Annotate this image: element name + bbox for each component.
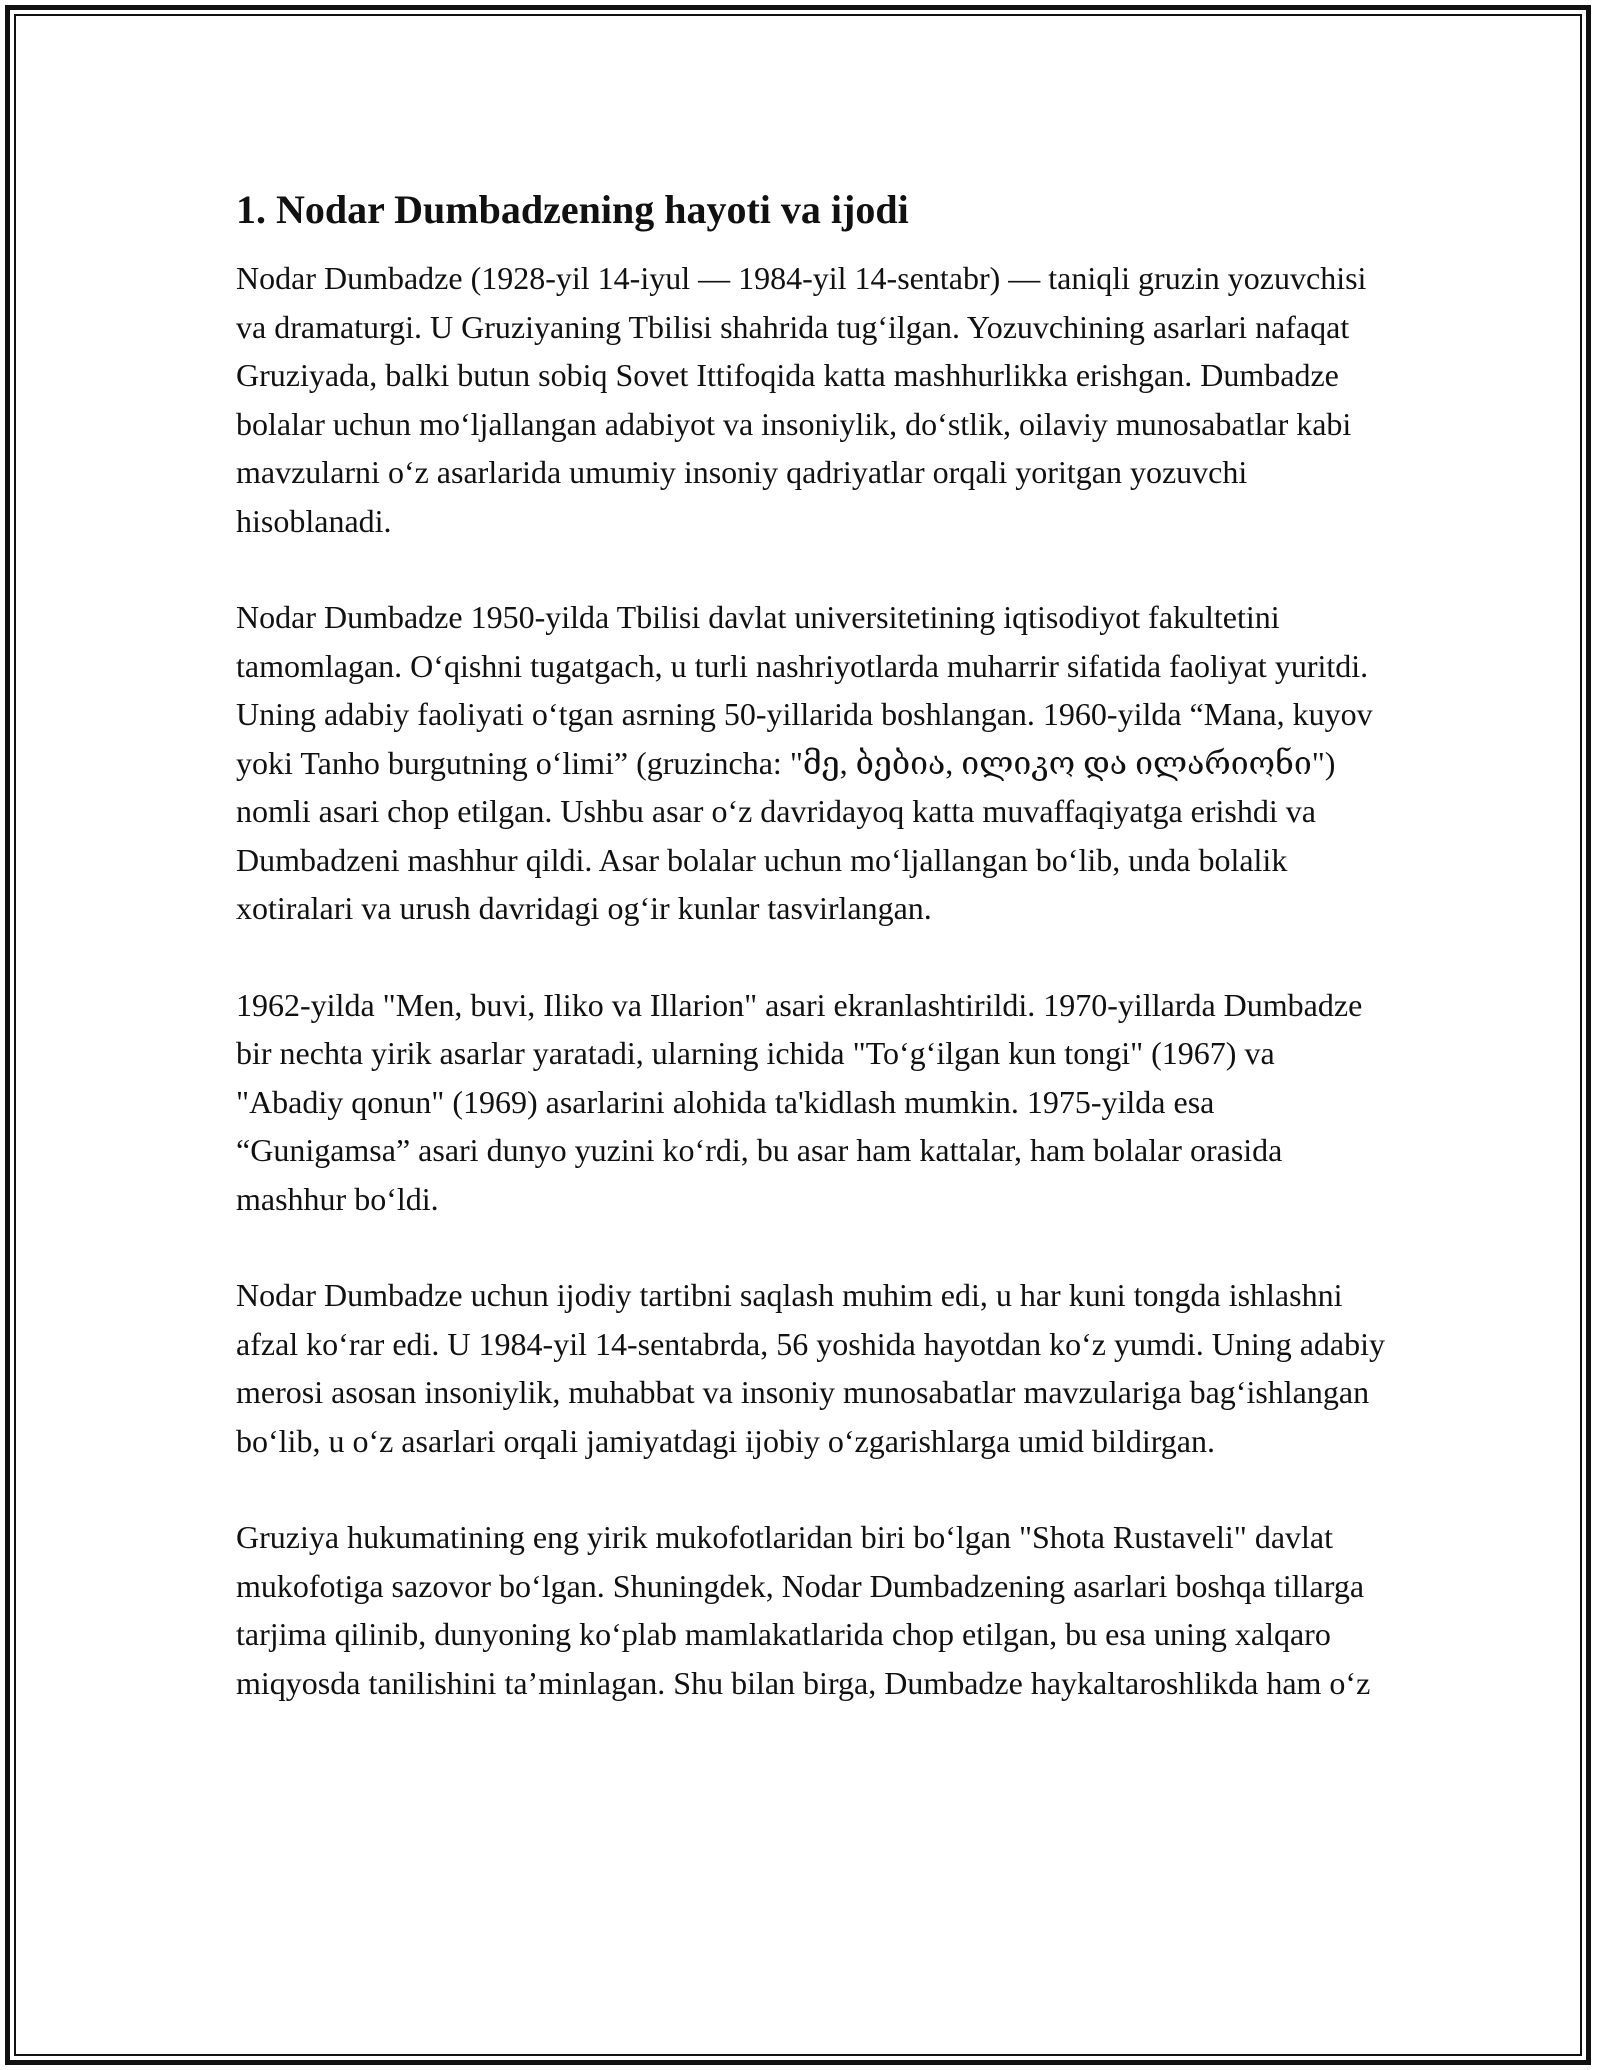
section-heading: 1. Nodar Dumbadzening hayoti va ijodi [236, 187, 909, 232]
paragraph-major-works: 1962-yilda "Men, buvi, Iliko va Illarion" asari ekranlashtirildi. 1970-yillarda Dumbadze bir nechta yirik asarlar yaratadi, ularning ichida "Toʻgʻilgan kun tongi" (1967) va "Abadiy qonun" (1969) asarlarini alohida ta'kidlash mumkin. 1975-yilda esa “Gunigamsa” asari dunyo yuzini koʻrdi, bu asar ham kattalar, ham bolalar orasida mashhur boʻldi. [236, 986, 1363, 1217]
document-body [236, 186, 1386, 1755]
paragraph-education-career: Nodar Dumbadze 1950-yilda Tbilisi davlat universitetining iqtisodiyot fakultetini tamomlagan. Oʻqishni tugatgach, u turli nashriyotlarda muharrir sifatida faoliyat yuritdi. Uning adabiy faoliyati oʻtgan asrning 50-yillarida boshlangan. 1960-yilda “Mana, kuyov yoki Tanho burgutning oʻlimi” (gruzincha: "მე, ბებია, ილიკო და ილარიონი") nomli asari chop etilgan. Ushbu asar oʻz davridayoq katta muvaffaqiyatga erishdi va Dumbadzeni mashhur qildi. Asar bolalar uchun moʻljallangan boʻlib, unda bolalik xotiralari va urush davridagi ogʻir kunlar tasvirlangan. [236, 599, 1373, 926]
paragraph-awards: Gruziya hukumatining eng yirik mukofotlaridan biri boʻlgan "Shota Rustaveli" davlat mukofotiga sazovor boʻlgan. Shuningdek, Nodar Dumbadzening asarlari boshqa tillarga tarjima qilinib, dunyoning koʻplab mamlakatlarida chop etilgan, bu esa uning xalqaro miqyosda tanilishini taʼminlagan. Shu bilan birga, Dumbadze haykaltaroshlikda ham oʻz [236, 1519, 1371, 1701]
paragraph-later-life: Nodar Dumbadze uchun ijodiy tartibni saqlash muhim edi, u har kuni tongda ishlashni afzal koʻrar edi. U 1984-yil 14-sentabrda, 56 yoshida hayotdan koʻz yumdi. Uning adabiy merosi asosan insoniylik, muhabbat va insoniy munosabatlar mavzulariga bagʻishlangan boʻlib, u oʻz asarlari orqali jamiyatdagi ijobiy oʻzgarishlarga umid bildirgan. [236, 1277, 1386, 1459]
paragraph-biography-intro: Nodar Dumbadze (1928-yil 14-iyul — 1984-yil 14-sentabr) — taniqli gruzin yozuvchisi va dramaturgi. U Gruziyaning Tbilisi shahrida tugʻilgan. Yozuvchining asarlari nafaqat Gruziyada, balki butun sobiq Sovet Ittifoqida katta mashhurlikka erishgan. Dumbadze bolalar uchun moʻljallangan adabiyot va insoniylik, doʻstlik, oilaviy munosabatlar kabi mavzularni oʻz asarlarida umumiy insoniy qadriyatlar orqali yoritgan yozuvchi hisoblanadi. [236, 260, 1367, 539]
